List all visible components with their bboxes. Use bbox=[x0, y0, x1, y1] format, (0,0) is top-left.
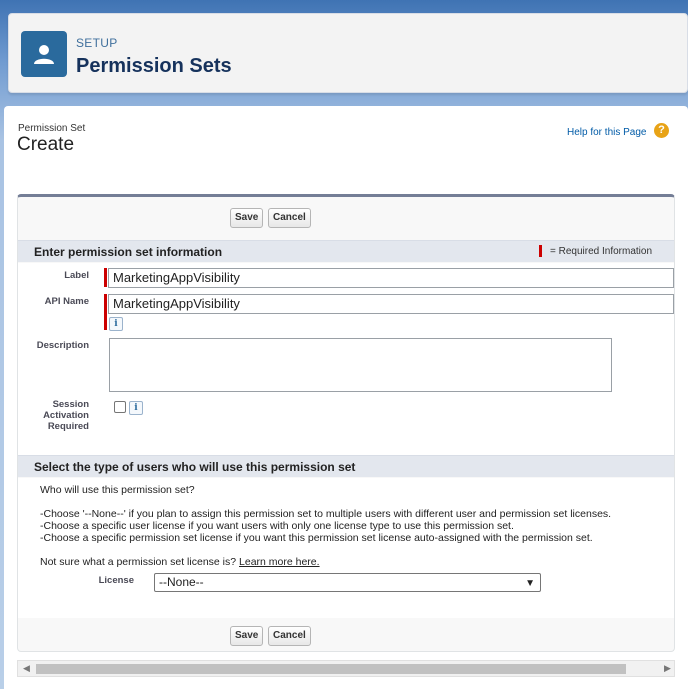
help-link[interactable]: Help for this Page bbox=[567, 127, 647, 138]
session-activation-checkbox[interactable] bbox=[114, 401, 126, 413]
page-header-title: Permission Sets bbox=[76, 55, 232, 77]
main-content bbox=[4, 106, 688, 689]
label-required-mark bbox=[104, 268, 107, 287]
api-name-required-mark bbox=[104, 294, 107, 330]
section-info-title: Enter permission set information bbox=[34, 245, 223, 259]
chevron-down-icon: ▼ bbox=[525, 578, 535, 589]
help-icon[interactable]: ? bbox=[654, 123, 669, 138]
cancel-button-bottom[interactable]: Cancel bbox=[268, 626, 311, 646]
scroll-left-icon[interactable]: ◀ bbox=[23, 663, 30, 673]
user-icon bbox=[21, 31, 67, 77]
label-field-label: Label bbox=[64, 270, 89, 281]
session-label-line1: Session bbox=[52, 399, 89, 410]
session-activation-info-icon[interactable]: i bbox=[129, 401, 143, 415]
not-sure-label: Not sure what a permission set license is? bbox=[40, 556, 237, 568]
scrollbar-thumb[interactable] bbox=[36, 664, 626, 674]
setup-breadcrumb[interactable]: SETUP bbox=[76, 36, 118, 50]
horizontal-scrollbar[interactable] bbox=[17, 660, 675, 677]
session-label-line2: Activation bbox=[43, 410, 89, 421]
edit-panel bbox=[17, 194, 675, 652]
bullet-user-license: -Choose a specific user license if you want users with only one license type to use this permission set. bbox=[40, 520, 514, 532]
not-sure-text bbox=[40, 556, 320, 568]
bullet-permission-set-license: -Choose a specific permission set license if you want this permission set license auto-assigned with the permission set. bbox=[40, 532, 593, 544]
required-legend-mark bbox=[539, 245, 542, 257]
session-activation-label bbox=[22, 399, 89, 432]
section-users-header bbox=[18, 455, 674, 477]
cancel-button-top[interactable]: Cancel bbox=[268, 208, 311, 228]
description-field-label: Description bbox=[36, 340, 89, 351]
api-name-input[interactable]: MarketingAppVisibility bbox=[108, 294, 674, 314]
learn-more-link[interactable]: Learn more here. bbox=[239, 556, 320, 568]
api-name-info-icon[interactable]: i bbox=[109, 317, 123, 331]
label-input[interactable]: MarketingAppVisibility bbox=[108, 268, 674, 288]
page-eyebrow: Permission Set bbox=[18, 123, 86, 134]
section-users-title: Select the type of users who will use this permission set bbox=[34, 460, 356, 474]
page-title: Create bbox=[17, 134, 75, 155]
page-header bbox=[8, 13, 688, 93]
bullet-none: -Choose '--None--' if you plan to assign this permission set to multiple users with different user and permission set licenses. bbox=[40, 508, 612, 520]
who-uses-question: Who will use this permission set? bbox=[40, 484, 195, 496]
session-label-line3: Required bbox=[47, 421, 89, 432]
section-info-body bbox=[18, 263, 674, 455]
license-select-value: --None-- bbox=[159, 575, 204, 589]
required-legend-text: = Required Information bbox=[550, 246, 653, 257]
section-info-header bbox=[18, 240, 674, 262]
license-field-label: License bbox=[98, 575, 134, 586]
description-textarea[interactable] bbox=[109, 338, 612, 392]
scroll-right-icon[interactable]: ▶ bbox=[664, 663, 671, 673]
save-button-top[interactable]: Save bbox=[230, 208, 263, 228]
license-select[interactable] bbox=[154, 573, 541, 592]
api-name-field-label: API Name bbox=[44, 296, 89, 307]
section-users-body bbox=[18, 478, 674, 618]
save-button-bottom[interactable]: Save bbox=[230, 626, 263, 646]
